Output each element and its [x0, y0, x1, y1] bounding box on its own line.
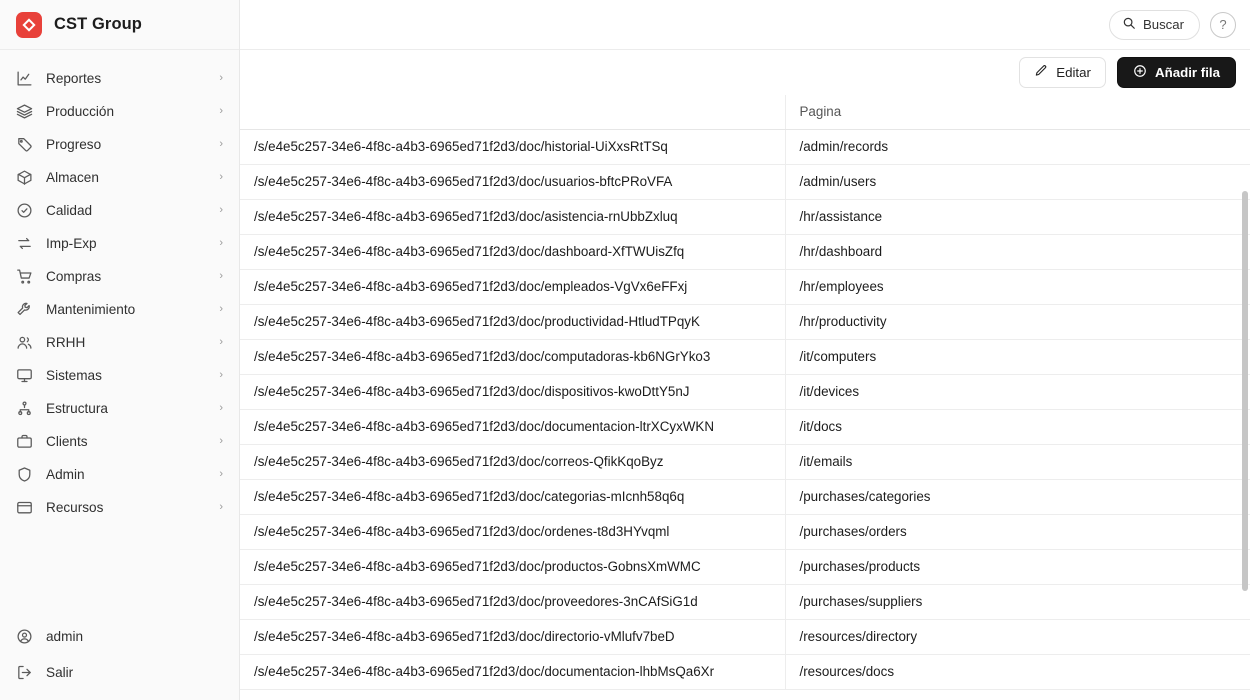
table-row[interactable]	[240, 199, 1250, 234]
chevron-right-icon: ›	[219, 501, 223, 513]
table-body	[240, 129, 1250, 689]
table-row[interactable]	[240, 164, 1250, 199]
cell-pagina[interactable]: /hr/dashboard	[785, 234, 1250, 269]
chevron-right-icon: ›	[219, 303, 223, 315]
table-row[interactable]	[240, 549, 1250, 584]
top-bar	[240, 0, 1250, 50]
table-row[interactable]	[240, 444, 1250, 479]
sidebar-footer	[0, 618, 239, 700]
cell-url[interactable]: /s/e4e5c257-34e6-4f8c-a4b3-6965ed71f2d3/doc/asistencia-rnUbbZxluq	[240, 199, 785, 234]
layers-icon	[16, 103, 33, 120]
table-row[interactable]	[240, 339, 1250, 374]
tag-icon	[16, 136, 33, 153]
data-table	[240, 95, 1250, 690]
search-button[interactable]	[1109, 10, 1200, 40]
cell-url[interactable]: /s/e4e5c257-34e6-4f8c-a4b3-6965ed71f2d3/doc/directorio-vMlufv7beD	[240, 619, 785, 654]
wrench-icon	[16, 301, 33, 318]
cell-url[interactable]: /s/e4e5c257-34e6-4f8c-a4b3-6965ed71f2d3/doc/historial-UiXxsRtTSq	[240, 129, 785, 164]
cell-pagina[interactable]: /it/devices	[785, 374, 1250, 409]
cell-pagina[interactable]: /it/computers	[785, 339, 1250, 374]
help-button[interactable]	[1210, 12, 1236, 38]
brand-title: CST Group	[54, 15, 142, 33]
sidebar-item-label: Progreso	[46, 137, 102, 152]
sidebar	[0, 0, 240, 700]
sidebar-nav	[0, 50, 239, 618]
cart-icon	[16, 268, 33, 285]
sidebar-item-label: Almacen	[46, 170, 99, 185]
edit-button-label: Editar	[1056, 65, 1091, 80]
table-row[interactable]	[240, 584, 1250, 619]
table-row[interactable]	[240, 129, 1250, 164]
table-row[interactable]	[240, 374, 1250, 409]
table-row[interactable]	[240, 654, 1250, 689]
search-icon	[1122, 16, 1136, 33]
vertical-scrollbar-thumb[interactable]	[1242, 191, 1248, 591]
chevron-right-icon: ›	[219, 171, 223, 183]
sidebar-item-estructura[interactable]	[0, 392, 239, 425]
cell-pagina[interactable]: /purchases/suppliers	[785, 584, 1250, 619]
sidebar-item-label: Mantenimiento	[46, 302, 136, 317]
chevron-right-icon: ›	[219, 369, 223, 381]
add-row-button[interactable]	[1117, 57, 1236, 88]
sidebar-item-account[interactable]	[0, 618, 239, 654]
sidebar-item-label: Calidad	[46, 203, 93, 218]
column-header-url[interactable]	[240, 95, 785, 129]
cell-pagina[interactable]: /hr/employees	[785, 269, 1250, 304]
cell-url[interactable]: /s/e4e5c257-34e6-4f8c-a4b3-6965ed71f2d3/doc/dispositivos-kwoDttY5nJ	[240, 374, 785, 409]
table-row[interactable]	[240, 409, 1250, 444]
user-circle-icon	[16, 628, 33, 645]
sidebar-item-reportes[interactable]	[0, 62, 239, 95]
sidebar-item-label: Compras	[46, 269, 102, 284]
sidebar-item-admin[interactable]	[0, 458, 239, 491]
main-content	[240, 0, 1250, 700]
column-header-pagina[interactable]: Pagina	[785, 95, 1250, 129]
shield-icon	[16, 466, 33, 483]
monitor-icon	[16, 367, 33, 384]
chevron-right-icon: ›	[219, 270, 223, 282]
sidebar-item-almacen[interactable]	[0, 161, 239, 194]
brand-header[interactable]	[0, 0, 239, 50]
help-circle-icon: ?	[1219, 17, 1227, 32]
sidebar-item-label: Reportes	[46, 71, 102, 86]
table-row[interactable]	[240, 269, 1250, 304]
table-toolbar	[240, 50, 1250, 95]
add-row-button-label: Añadir fila	[1154, 65, 1220, 80]
cell-pagina[interactable]: /purchases/products	[785, 549, 1250, 584]
sidebar-item-logout[interactable]	[0, 654, 239, 690]
cell-pagina[interactable]: /purchases/categories	[785, 479, 1250, 514]
cell-pagina[interactable]: /admin/records	[785, 129, 1250, 164]
table-header	[240, 95, 1250, 129]
cell-url[interactable]: /s/e4e5c257-34e6-4f8c-a4b3-6965ed71f2d3/doc/correos-QfikKqoByz	[240, 444, 785, 479]
chart-line-icon	[16, 70, 33, 87]
edit-button[interactable]	[1019, 57, 1106, 88]
sidebar-item-produccion[interactable]	[0, 95, 239, 128]
sidebar-item-clients[interactable]	[0, 425, 239, 458]
data-table-container	[240, 95, 1250, 700]
chevron-right-icon: ›	[219, 435, 223, 447]
sidebar-item-sistemas[interactable]	[0, 359, 239, 392]
users-icon	[16, 334, 33, 351]
table-row[interactable]	[240, 619, 1250, 654]
cell-pagina[interactable]: /hr/assistance	[785, 199, 1250, 234]
table-row[interactable]	[240, 479, 1250, 514]
sidebar-item-label: Sistemas	[46, 368, 102, 383]
logout-label: Salir	[46, 664, 74, 680]
cell-url[interactable]: /s/e4e5c257-34e6-4f8c-a4b3-6965ed71f2d3/doc/proveedores-3nCAfSiG1d	[240, 584, 785, 619]
folder-icon	[16, 499, 33, 516]
sidebar-item-compras[interactable]	[0, 260, 239, 293]
sidebar-item-label: Imp-Exp	[46, 236, 97, 251]
table-header-row	[240, 95, 1250, 129]
sidebar-item-calidad[interactable]	[0, 194, 239, 227]
cell-pagina[interactable]: /resources/docs	[785, 654, 1250, 689]
search-button-label: Buscar	[1142, 17, 1184, 32]
package-icon	[16, 169, 33, 186]
table-row[interactable]	[240, 304, 1250, 339]
cell-url[interactable]: /s/e4e5c257-34e6-4f8c-a4b3-6965ed71f2d3/doc/ordenes-t8d3HYvqml	[240, 514, 785, 549]
sidebar-item-progreso[interactable]	[0, 128, 239, 161]
cell-url[interactable]: /s/e4e5c257-34e6-4f8c-a4b3-6965ed71f2d3/doc/documentacion-lhbMsQa6Xr	[240, 654, 785, 689]
pencil-icon	[1034, 64, 1048, 81]
sidebar-item-recursos[interactable]	[0, 491, 239, 524]
account-label: admin	[46, 628, 84, 644]
exchange-icon	[16, 235, 33, 252]
sitemap-icon	[16, 400, 33, 417]
chevron-right-icon: ›	[219, 402, 223, 414]
cell-pagina[interactable]: /purchases/orders	[785, 514, 1250, 549]
chevron-right-icon: ›	[219, 105, 223, 117]
chevron-right-icon: ›	[219, 72, 223, 84]
chevron-right-icon: ›	[219, 204, 223, 216]
cell-pagina[interactable]: /resources/directory	[785, 619, 1250, 654]
sidebar-item-mantenimiento[interactable]	[0, 293, 239, 326]
cell-pagina[interactable]: /admin/users	[785, 164, 1250, 199]
table-row[interactable]	[240, 514, 1250, 549]
cell-url[interactable]: /s/e4e5c257-34e6-4f8c-a4b3-6965ed71f2d3/doc/empleados-VgVx6eFFxj	[240, 269, 785, 304]
sidebar-item-label: Recursos	[46, 500, 104, 515]
chevron-right-icon: ›	[219, 237, 223, 249]
chevron-right-icon: ›	[219, 138, 223, 150]
cell-pagina[interactable]: /it/docs	[785, 409, 1250, 444]
sidebar-item-label: RRHH	[46, 335, 86, 350]
cell-url[interactable]: /s/e4e5c257-34e6-4f8c-a4b3-6965ed71f2d3/doc/productividad-HtludTPqyK	[240, 304, 785, 339]
briefcase-icon	[16, 433, 33, 450]
plus-circle-icon	[1133, 64, 1147, 81]
cell-url[interactable]: /s/e4e5c257-34e6-4f8c-a4b3-6965ed71f2d3/doc/productos-GobnsXmWMC	[240, 549, 785, 584]
sidebar-item-rrhh[interactable]	[0, 326, 239, 359]
cell-url[interactable]: /s/e4e5c257-34e6-4f8c-a4b3-6965ed71f2d3/doc/dashboard-XfTWUisZfq	[240, 234, 785, 269]
sidebar-item-label: Estructura	[46, 401, 108, 416]
cell-url[interactable]: /s/e4e5c257-34e6-4f8c-a4b3-6965ed71f2d3/doc/documentacion-ltrXCyxWKN	[240, 409, 785, 444]
sidebar-item-imp-exp[interactable]	[0, 227, 239, 260]
cell-pagina[interactable]: /hr/productivity	[785, 304, 1250, 339]
cell-url[interactable]: /s/e4e5c257-34e6-4f8c-a4b3-6965ed71f2d3/doc/usuarios-bftcPRoVFA	[240, 164, 785, 199]
table-row[interactable]	[240, 234, 1250, 269]
sidebar-item-label: Admin	[46, 467, 85, 482]
logout-icon	[16, 664, 33, 681]
cell-pagina[interactable]: /it/emails	[785, 444, 1250, 479]
sidebar-item-label: Producción	[46, 104, 115, 119]
sidebar-item-label: Clients	[46, 434, 88, 449]
cell-url[interactable]: /s/e4e5c257-34e6-4f8c-a4b3-6965ed71f2d3/doc/categorias-mIcnh58q6q	[240, 479, 785, 514]
check-circle-icon	[16, 202, 33, 219]
cell-url[interactable]: /s/e4e5c257-34e6-4f8c-a4b3-6965ed71f2d3/doc/computadoras-kb6NGrYko3	[240, 339, 785, 374]
diamond-logo-icon	[16, 12, 42, 38]
chevron-right-icon: ›	[219, 468, 223, 480]
chevron-right-icon: ›	[219, 336, 223, 348]
